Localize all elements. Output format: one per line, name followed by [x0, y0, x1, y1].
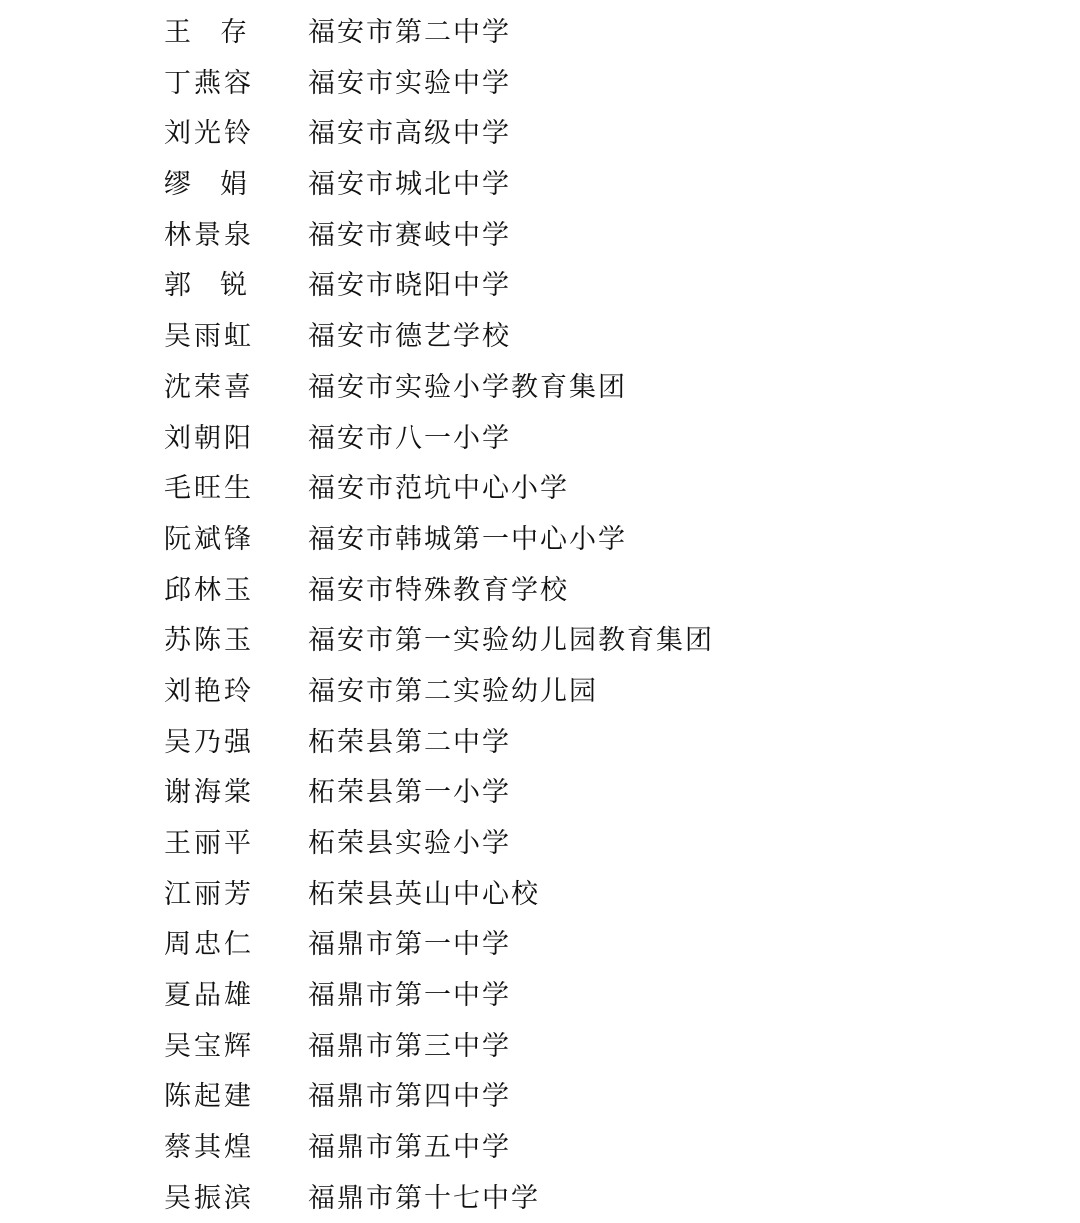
school-name: 福安市实验中学 [308, 67, 511, 99]
person-name: 郭 锐 [164, 270, 250, 302]
person-name: 阮斌锋 [164, 523, 254, 555]
school-name: 福鼎市第三中学 [308, 1030, 511, 1062]
list-item [0, 1121, 1080, 1172]
school-name: 福鼎市第五中学 [308, 1132, 511, 1164]
list-item [0, 716, 1080, 767]
list-item [0, 259, 1080, 310]
list-item [0, 918, 1080, 969]
school-name: 福安市范坑中心小学 [308, 473, 569, 505]
person-name: 毛旺生 [164, 473, 254, 505]
school-name: 福安市第二中学 [308, 17, 511, 48]
person-name: 丁燕容 [164, 67, 254, 99]
list-item [0, 1172, 1080, 1223]
list-item [0, 6, 1080, 57]
list-item [0, 969, 1080, 1020]
school-name: 福安市赛岐中学 [308, 219, 511, 251]
school-name: 柘荣县第二中学 [308, 726, 511, 758]
person-name: 沈荣喜 [164, 371, 254, 403]
school-name: 福安市实验小学教育集团 [308, 371, 627, 403]
school-name: 福安市晓阳中学 [308, 270, 511, 302]
name-list [0, 6, 1080, 1223]
school-name: 福鼎市第四中学 [308, 1081, 511, 1113]
list-item [0, 817, 1080, 868]
person-name: 吴振滨 [164, 1182, 254, 1214]
list-item [0, 209, 1080, 260]
person-name: 江丽芳 [164, 878, 254, 910]
person-name: 王丽平 [164, 828, 254, 859]
school-name: 福鼎市第一中学 [308, 929, 511, 961]
list-item [0, 310, 1080, 361]
person-name: 周忠仁 [164, 929, 254, 961]
person-name: 吴宝辉 [164, 1030, 254, 1062]
list-item [0, 57, 1080, 108]
person-name: 夏品雄 [164, 980, 254, 1012]
list-item [0, 412, 1080, 463]
list-item [0, 513, 1080, 564]
school-name: 柘荣县实验小学 [308, 828, 511, 859]
school-name: 福安市高级中学 [308, 118, 511, 150]
school-name: 福安市八一小学 [308, 422, 511, 454]
person-name: 蔡其煌 [164, 1132, 254, 1164]
list-item [0, 614, 1080, 665]
school-name: 福安市第一实验幼儿园教育集团 [308, 625, 714, 657]
list-item [0, 1070, 1080, 1121]
person-name: 苏陈玉 [164, 625, 254, 657]
person-name: 刘朝阳 [164, 422, 254, 454]
school-name: 福鼎市第一中学 [308, 980, 511, 1012]
person-name: 林景泉 [164, 219, 254, 251]
list-item [0, 158, 1080, 209]
person-name: 刘光铃 [164, 118, 254, 150]
list-item [0, 564, 1080, 615]
school-name: 福鼎市第十七中学 [308, 1182, 540, 1214]
school-name: 福安市韩城第一中心小学 [308, 523, 627, 555]
list-item [0, 1020, 1080, 1071]
school-name: 福安市特殊教育学校 [308, 574, 569, 606]
list-item [0, 462, 1080, 513]
school-name: 柘荣县第一小学 [308, 777, 511, 809]
person-name: 陈起建 [164, 1081, 254, 1113]
list-item [0, 665, 1080, 716]
person-name: 吴乃强 [164, 726, 254, 758]
person-name: 吴雨虹 [164, 321, 254, 353]
school-name: 福安市第二实验幼儿园 [308, 675, 598, 707]
list-item [0, 868, 1080, 919]
school-name: 福安市城北中学 [308, 169, 511, 201]
person-name: 缪 娟 [164, 169, 250, 201]
school-name: 柘荣县英山中心校 [308, 878, 540, 910]
list-item [0, 361, 1080, 412]
person-name: 邱林玉 [164, 574, 254, 606]
person-name: 王 存 [164, 17, 250, 48]
person-name: 刘艳玲 [164, 675, 254, 707]
list-item [0, 107, 1080, 158]
person-name: 谢海棠 [164, 777, 254, 809]
school-name: 福安市德艺学校 [308, 321, 511, 353]
list-item [0, 766, 1080, 817]
